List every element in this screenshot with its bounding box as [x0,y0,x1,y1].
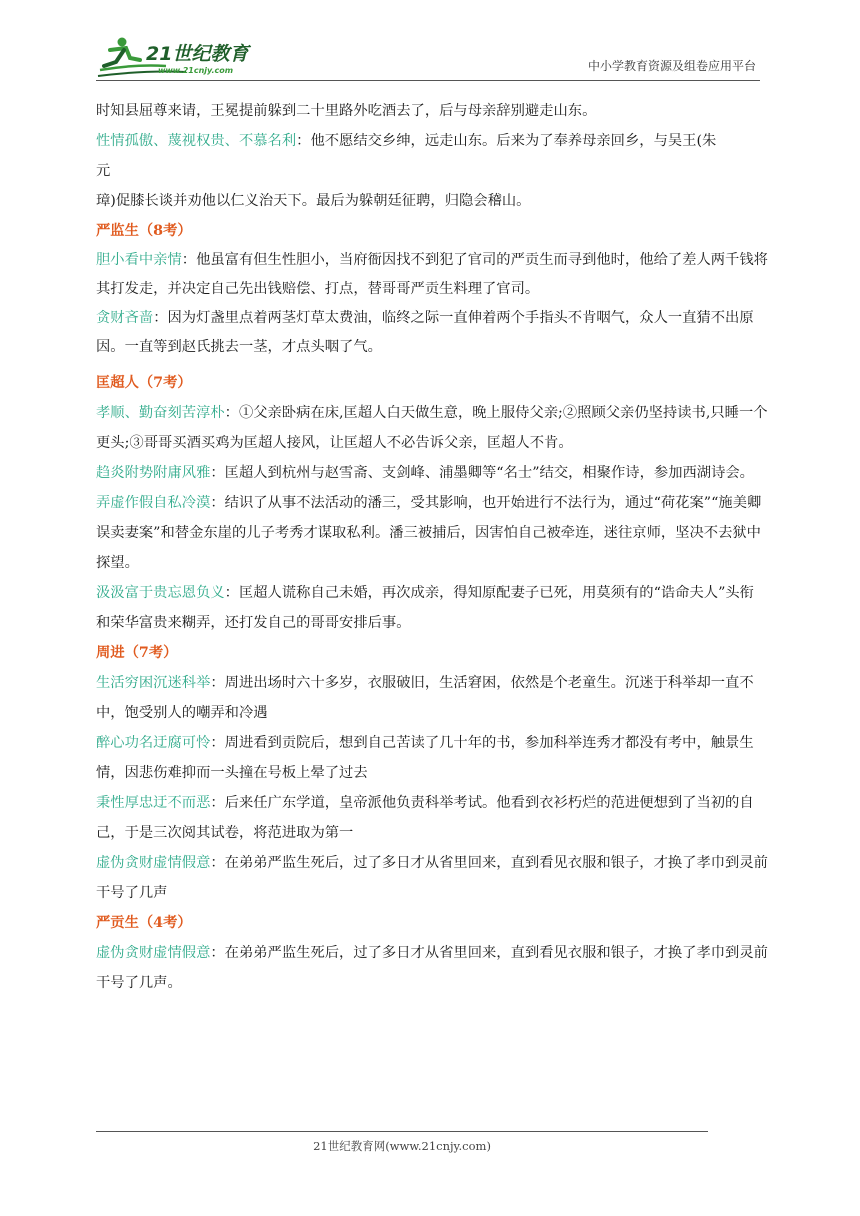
paragraph: 虚伪贪财虚情假意：在弟弟严监生死后，过了多日才从省里回来，直到看见衣服和银子，才换了孝巾到灵前干号了几声 [96,855,768,901]
paragraph: 趋炎附势附庸风雅：匡超人到杭州与赵雪斋、支剑峰、浦墨卿等“名士”结交，相聚作诗，参加西湖诗会。 [96,465,754,481]
paragraph: 生活穷困沉迷科举：周进出场时六十多岁，衣服破旧，生活窘困，依然是个老童生。沉迷于科举却一直不中，饱受别人的嘲弄和冷遇 [96,675,754,721]
trait-label: 贪财吝啬 [96,310,154,326]
footer-divider [96,1131,708,1132]
trait-label: 虚伪贪财虚情假意 [96,945,211,961]
trait-label: 虚伪贪财虚情假意 [96,855,211,871]
platform-name: 中小学教育资源及组卷应用平台 [587,59,756,73]
character-heading: 周进（7考） [96,645,178,661]
paragraph: 性情孤傲、蔑视权贵、不慕名利：他不愿结交乡绅，远走山东。后来为了奉养母亲回乡，与吴王(朱 元 [96,133,717,179]
trait-label: 孝顺、勤奋刻苦淳朴 [96,405,225,421]
logo-text: 21世纪教育 [146,43,249,65]
header-divider [96,80,760,81]
character-heading: 严贡生（4考） [96,915,192,931]
trait-label: 汲汲富于贵忘恩负义 [96,585,225,601]
trait-label: 秉性厚忠迂不而恶 [96,795,211,811]
paragraph: 虚伪贪财虚情假意：在弟弟严监生死后，过了多日才从省里回来，直到看见衣服和银子，才换了孝巾到灵前干号了几声。 [96,945,768,991]
character-heading: 匡超人（7考） [96,375,192,391]
footer-text: 21世纪教育网(www.21cnjy.com) [313,1139,491,1153]
trait-label: 醉心功名迂腐可怜 [96,735,211,751]
trait-label: 性情孤傲、蔑视权贵、不慕名利 [96,133,297,149]
paragraph: 醉心功名迂腐可怜：周进看到贡院后，想到自己苦读了几十年的书，参加科举连秀才都没有考中，触景生情，因悲伤难抑而一头撞在号板上晕了过去 [96,735,754,781]
trait-label: 趋炎附势附庸风雅 [96,465,211,481]
paragraph: 贪财吝啬：因为灯盏里点着两茎灯草太费油，临终之际一直伸着两个手指头不肯咽气，众人一直猜不出原因。一直等到赵氏挑去一茎，才点头咽了气。 [96,310,754,355]
character-heading: 严监生（8考） [96,223,192,239]
paragraph: 秉性厚忠迂不而恶：后来任广东学道，皇帝派他负责科举考试。他看到衣衫朽烂的范进便想到了当初的自己，于是三次阅其试卷，将范进取为第一 [96,795,754,841]
page-header [96,32,760,80]
paragraph: 胆小看中亲情：他虽富有但生性胆小，当府衙因找不到犯了官司的严贡生而寻到他时，他给了差人两千钱将其打发走，并决定自己先出钱赔偿、打点，替哥哥严贡生料理了官司。 [96,252,768,297]
paragraph: 弄虚作假自私冷漠：结识了从事不法活动的潘三，受其影响，也开始进行不法行为，通过“荷花案”“施美卿误卖妻案”和替金东崖的儿子考秀才谋取私利。潘三被捕后，因害怕自己被牵连，迷往京师，坚决不去狱中探望。 [96,495,762,571]
logo [96,36,266,78]
trait-label: 生活穷困沉迷科举 [96,675,211,691]
paragraph: 汲汲富于贵忘恩负义：匡超人谎称自己未婚，再次成亲，得知原配妻子已死，用莫须有的“诰命夫人”头衔和荣华富贵来糊弄，还打发自己的哥哥安排后事。 [96,585,754,631]
trait-label: 胆小看中亲情 [96,252,182,268]
paragraph: 璋)促膝长谈并劝他以仁义治天下。最后为躲朝廷征聘，归隐会稽山。 [96,193,531,209]
trait-label: 弄虚作假自私冷漠 [96,495,211,511]
logo-url: www.21cnjy.com [158,66,234,75]
document-body [96,96,768,998]
paragraph: 时知县屈尊来请，王冕提前躲到二十里路外吃酒去了，后与母亲辞别避走山东。 [96,103,597,119]
paragraph: 孝顺、勤奋刻苦淳朴：①父亲卧病在床,匡超人白天做生意，晚上服侍父亲;②照顾父亲仍坚持读书,只睡一个更头;③哥哥买酒买鸡为匡超人接风，让匡超人不必告诉父亲，匡超人不肯。 [96,405,768,451]
